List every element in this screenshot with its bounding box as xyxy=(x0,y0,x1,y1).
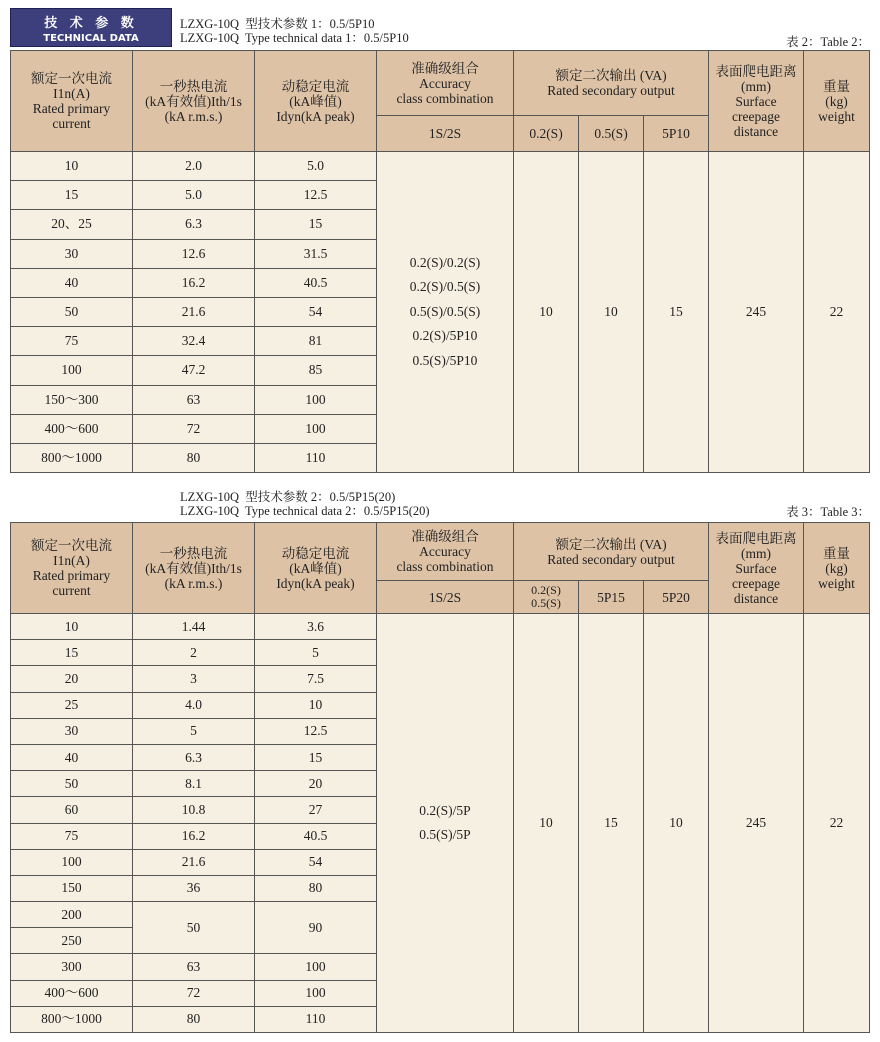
dynamic-current-cell: 20 xyxy=(255,771,377,797)
header-line: I1n(A) xyxy=(53,86,90,101)
header-line: Idyn(kA peak) xyxy=(276,575,355,591)
accuracy-combination-value: 0.2(S)/0.5(S) xyxy=(409,279,481,295)
header-line: 重量 xyxy=(823,78,851,94)
dynamic-current-cell: 15 xyxy=(255,210,377,239)
header-line: Rated secondary output xyxy=(547,551,675,567)
primary-current-cell: 200 xyxy=(11,902,133,928)
header-line: 重量 xyxy=(823,545,851,561)
header-creepage-distance xyxy=(709,523,804,614)
primary-current-cell: 400～600 xyxy=(11,414,133,443)
header-rated-primary-current xyxy=(11,51,133,152)
thermal-current-cell: 6.3 xyxy=(133,744,255,770)
technical-data-table-1 xyxy=(10,50,870,473)
header-line: 0.5(S) xyxy=(531,596,561,610)
table1-title-cn: LZXG-10Q 型技术参数 1：0.5/5P10 xyxy=(180,17,375,31)
header-line: (kA峰值) xyxy=(289,93,342,109)
header-dynamic-current xyxy=(255,523,377,614)
primary-current-cell: 300 xyxy=(11,954,133,980)
dynamic-current-cell: 80 xyxy=(255,875,377,901)
header-rated-secondary-output xyxy=(514,523,709,581)
primary-current-cell: 400～600 xyxy=(11,980,133,1006)
header-line: (kA峰值) xyxy=(289,560,342,576)
primary-current-cell: 20 xyxy=(11,666,133,692)
dynamic-current-cell: 90 xyxy=(255,902,377,954)
header-accuracy-class xyxy=(377,51,514,116)
primary-current-cell: 100 xyxy=(11,356,133,385)
dynamic-current-cell: 110 xyxy=(255,1006,377,1032)
header-thermal-current xyxy=(133,523,255,614)
secondary-output-cell: 10 xyxy=(514,152,579,473)
header-line: (kA有效值)Ith/1s xyxy=(145,560,242,576)
primary-current-cell: 50 xyxy=(11,297,133,326)
thermal-current-cell: 4.0 xyxy=(133,692,255,718)
dynamic-current-cell: 85 xyxy=(255,356,377,385)
header-line: (kA有效值)Ith/1s xyxy=(145,93,242,109)
dynamic-current-cell: 100 xyxy=(255,414,377,443)
badge-title-cn: 技 术 参 数 xyxy=(44,16,138,31)
header-output-sub: 5P10 xyxy=(644,116,709,152)
header-line: 一秒热电流 xyxy=(159,78,228,94)
header-line: class combination xyxy=(396,90,494,106)
table1-title-en: LZXG-10Q Type technical data 1：0.5/5P10 xyxy=(180,31,409,45)
primary-current-cell: 25 xyxy=(11,692,133,718)
header-line: creepage xyxy=(732,108,781,124)
primary-current-cell: 60 xyxy=(11,797,133,823)
accuracy-combination-value: 0.5(S)/0.5(S) xyxy=(409,303,481,319)
technical-data-table-2 xyxy=(10,522,870,1033)
header-output-sub: 5P15 xyxy=(579,581,644,614)
thermal-current-cell: 12.6 xyxy=(133,239,255,268)
header-line: Rated primary xyxy=(32,568,111,583)
header-line: I1n(A) xyxy=(53,553,90,568)
dynamic-current-cell: 12.5 xyxy=(255,181,377,210)
secondary-output-cell: 15 xyxy=(579,614,644,1033)
header-weight xyxy=(804,523,870,614)
header-rated-secondary-output xyxy=(514,51,709,116)
thermal-current-cell: 5.0 xyxy=(133,181,255,210)
header-line: 准确级组合 xyxy=(411,60,479,76)
primary-current-cell: 50 xyxy=(11,771,133,797)
thermal-current-cell: 16.2 xyxy=(133,823,255,849)
table1-number: 表 2：Table 2： xyxy=(786,35,870,49)
header-line: 一秒热电流 xyxy=(159,545,228,561)
header-line: class combination xyxy=(396,559,494,574)
secondary-output-cell: 15 xyxy=(644,152,709,473)
accuracy-combination-value: 0.2(S)/0.2(S) xyxy=(409,254,481,270)
thermal-current-cell: 72 xyxy=(133,414,255,443)
primary-current-cell: 30 xyxy=(11,239,133,268)
primary-current-cell: 100 xyxy=(11,849,133,875)
dynamic-current-cell: 27 xyxy=(255,797,377,823)
primary-current-cell: 150～300 xyxy=(11,385,133,414)
header-line: creepage xyxy=(732,575,781,591)
table2-number: 表 3：Table 3： xyxy=(786,505,870,519)
header-accuracy-class xyxy=(377,523,514,581)
primary-current-cell: 800～1000 xyxy=(11,1006,133,1032)
primary-current-cell: 75 xyxy=(11,823,133,849)
accuracy-combination-value: 0.5(S)/5P xyxy=(419,827,471,842)
header-line: current xyxy=(52,583,91,598)
header-creepage-distance xyxy=(709,51,804,152)
header-line: 表面爬电距离 xyxy=(715,530,797,546)
thermal-current-cell: 36 xyxy=(133,875,255,901)
thermal-current-cell: 1.44 xyxy=(133,614,255,640)
header-line: Surface xyxy=(735,560,777,576)
header-line: Surface xyxy=(735,93,777,109)
header-line: current xyxy=(52,116,91,131)
accuracy-combination-cell xyxy=(377,152,514,473)
thermal-current-cell: 6.3 xyxy=(133,210,255,239)
table-row xyxy=(11,152,870,181)
accuracy-combination-value: 0.2(S)/5P10 xyxy=(412,328,478,344)
primary-current-cell: 10 xyxy=(11,152,133,181)
primary-current-cell: 15 xyxy=(11,181,133,210)
primary-current-cell: 75 xyxy=(11,327,133,356)
table-row xyxy=(11,614,870,640)
primary-current-cell: 40 xyxy=(11,268,133,297)
primary-current-cell: 250 xyxy=(11,928,133,954)
dynamic-current-cell: 40.5 xyxy=(255,823,377,849)
thermal-current-cell: 16.2 xyxy=(133,268,255,297)
thermal-current-cell: 21.6 xyxy=(133,297,255,326)
thermal-current-cell: 8.1 xyxy=(133,771,255,797)
header-thermal-current xyxy=(133,51,255,152)
header-line: (mm) xyxy=(741,78,772,94)
header-line: 额定一次电流 xyxy=(31,71,112,86)
header-line: 额定一次电流 xyxy=(31,538,112,553)
header-line: distance xyxy=(733,123,779,139)
dynamic-current-cell: 100 xyxy=(255,385,377,414)
header-output-sub: 0.5(S) xyxy=(579,116,644,152)
badge-title-en: TECHNICAL DATA xyxy=(43,33,139,44)
header-line: Accuracy xyxy=(419,75,471,91)
weight-cell: 22 xyxy=(804,152,870,473)
thermal-current-cell: 21.6 xyxy=(133,849,255,875)
creepage-distance-cell: 245 xyxy=(709,152,804,473)
primary-current-cell: 10 xyxy=(11,614,133,640)
header-line: 额定二次输出 (VA) xyxy=(555,536,667,552)
header-line: weight xyxy=(818,108,855,124)
accuracy-combination-value: 0.5(S)/5P10 xyxy=(412,352,478,368)
dynamic-current-cell: 100 xyxy=(255,954,377,980)
header-weight xyxy=(804,51,870,152)
thermal-current-cell: 63 xyxy=(133,954,255,980)
header-line: 0.2(S) xyxy=(531,583,561,597)
dynamic-current-cell: 5 xyxy=(255,640,377,666)
thermal-current-cell: 72 xyxy=(133,980,255,1006)
thermal-current-cell: 32.4 xyxy=(133,327,255,356)
header-line: (kg) xyxy=(825,93,848,109)
secondary-output-cell: 10 xyxy=(579,152,644,473)
header-line: weight xyxy=(818,575,855,591)
header-accuracy-sub: 1S/2S xyxy=(377,116,514,152)
header-line: (kg) xyxy=(825,560,848,576)
table2-title-cn: LZXG-10Q 型技术参数 2：0.5/5P15(20) xyxy=(180,490,396,504)
secondary-output-cell: 10 xyxy=(644,614,709,1033)
dynamic-current-cell: 54 xyxy=(255,849,377,875)
header-line: 准确级组合 xyxy=(411,529,479,544)
dynamic-current-cell: 3.6 xyxy=(255,614,377,640)
primary-current-cell: 40 xyxy=(11,744,133,770)
header-line: (kA r.m.s.) xyxy=(164,108,223,124)
header-line: Accuracy xyxy=(419,544,471,559)
primary-current-cell: 800～1000 xyxy=(11,443,133,472)
thermal-current-cell: 80 xyxy=(133,1006,255,1032)
dynamic-current-cell: 10 xyxy=(255,692,377,718)
thermal-current-cell: 63 xyxy=(133,385,255,414)
dynamic-current-cell: 7.5 xyxy=(255,666,377,692)
header-line: Rated primary xyxy=(32,101,111,116)
header-line: 表面爬电距离 xyxy=(715,63,797,79)
thermal-current-cell: 50 xyxy=(133,902,255,954)
thermal-current-cell: 5 xyxy=(133,718,255,744)
creepage-distance-cell: 245 xyxy=(709,614,804,1033)
dynamic-current-cell: 100 xyxy=(255,980,377,1006)
thermal-current-cell: 2 xyxy=(133,640,255,666)
header-accuracy-sub: 1S/2S xyxy=(377,581,514,614)
header-line: distance xyxy=(733,590,779,606)
dynamic-current-cell: 31.5 xyxy=(255,239,377,268)
primary-current-cell: 20、25 xyxy=(11,210,133,239)
primary-current-cell: 15 xyxy=(11,640,133,666)
accuracy-combination-cell xyxy=(377,614,514,1033)
secondary-output-cell: 10 xyxy=(514,614,579,1033)
thermal-current-cell: 2.0 xyxy=(133,152,255,181)
dynamic-current-cell: 81 xyxy=(255,327,377,356)
header-line: 额定二次输出 (VA) xyxy=(555,68,667,83)
header-dynamic-current xyxy=(255,51,377,152)
header-output-sub: 0.2(S) xyxy=(514,116,579,152)
accuracy-combination-value: 0.2(S)/5P xyxy=(419,802,471,818)
dynamic-current-cell: 5.0 xyxy=(255,152,377,181)
thermal-current-cell: 80 xyxy=(133,443,255,472)
weight-cell: 22 xyxy=(804,614,870,1033)
header-line: 动稳定电流 xyxy=(281,545,350,561)
dynamic-current-cell: 110 xyxy=(255,443,377,472)
technical-data-badge xyxy=(10,8,172,47)
table2-title-en: LZXG-10Q Type technical data 2：0.5/5P15(20) xyxy=(180,504,430,518)
thermal-current-cell: 10.8 xyxy=(133,797,255,823)
dynamic-current-cell: 54 xyxy=(255,297,377,326)
primary-current-cell: 30 xyxy=(11,718,133,744)
header-output-sub: 5P20 xyxy=(644,581,709,614)
header-line: (mm) xyxy=(741,545,772,561)
header-rated-primary-current xyxy=(11,523,133,614)
header-line: 动稳定电流 xyxy=(281,78,350,94)
table2-title xyxy=(180,490,430,518)
header-line: Rated secondary output xyxy=(547,83,675,98)
dynamic-current-cell: 15 xyxy=(255,744,377,770)
thermal-current-cell: 47.2 xyxy=(133,356,255,385)
table1-title xyxy=(180,17,409,45)
header-output-sub xyxy=(514,581,579,614)
header-line: Idyn(kA peak) xyxy=(276,108,355,124)
header-line: (kA r.m.s.) xyxy=(164,575,223,591)
dynamic-current-cell: 12.5 xyxy=(255,718,377,744)
primary-current-cell: 150 xyxy=(11,875,133,901)
dynamic-current-cell: 40.5 xyxy=(255,268,377,297)
thermal-current-cell: 3 xyxy=(133,666,255,692)
